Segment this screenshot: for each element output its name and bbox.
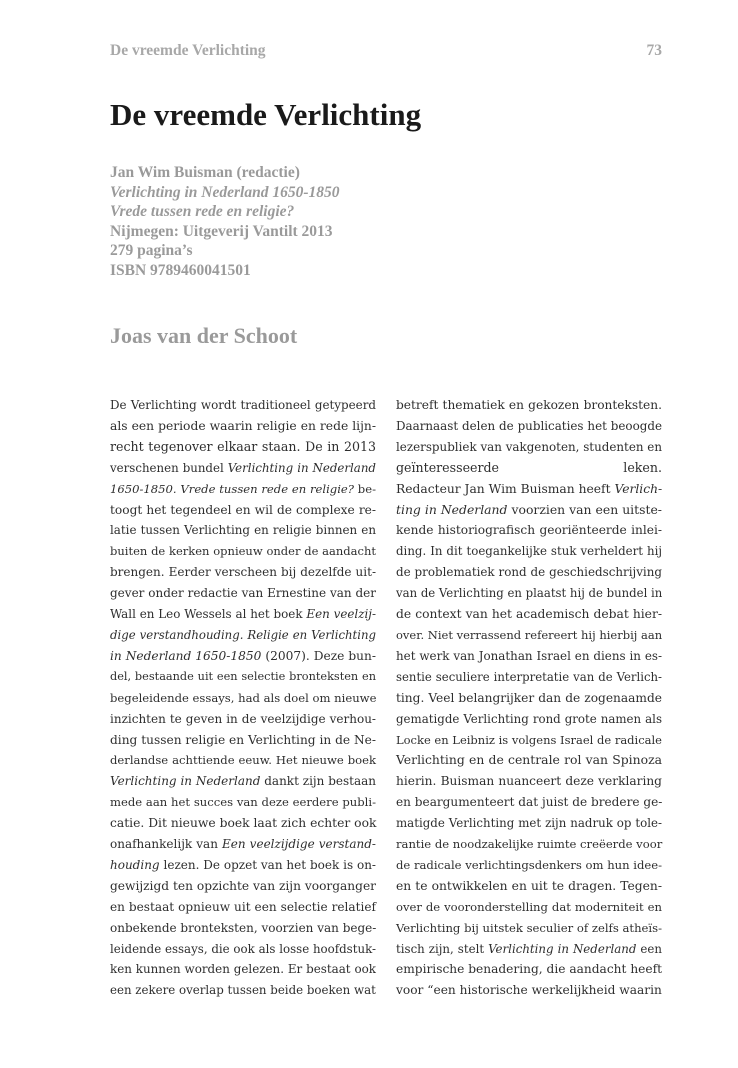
text-line xyxy=(110,395,376,416)
text-run: hierin. Buisman nuanceert deze verklaring xyxy=(396,774,662,789)
text-run: ting. Veel belangrijker dan de zogenaamde xyxy=(396,690,662,705)
text-run: tisch zijn, stelt xyxy=(396,941,489,956)
text-line xyxy=(110,876,376,897)
book-info xyxy=(110,163,340,280)
text-run: dankt zijn bestaan xyxy=(260,774,376,789)
italic-text: dige verstandhouding. Religie en Verlichting xyxy=(110,627,376,642)
text-run: en beargumenteert dat juist de bredere ge- xyxy=(396,795,663,810)
italic-text: 1650-1850. Vrede tussen rede en religie? xyxy=(110,481,354,496)
italic-text: Verlich- xyxy=(614,481,663,496)
text-run: del, bestaande uit een selectie bronteksten en xyxy=(110,669,376,683)
book-publisher: Nijmegen: Uitgeverij Vantilt 2013 xyxy=(110,222,333,240)
text-line xyxy=(110,897,376,918)
text-run: Locke en Leibniz is volgens Israel de radicale xyxy=(396,732,662,747)
text-run: voor “een historische werkelijkheid waarin xyxy=(396,983,662,998)
text-run: betreft thematiek en gekozen bronteksten. xyxy=(396,398,662,412)
text-line xyxy=(396,834,662,855)
running-head: De vreemde Verlichting xyxy=(110,42,266,59)
text-run: voorzien van een uitste- xyxy=(507,501,662,517)
text-run: verschenen bundel xyxy=(110,460,228,475)
text-line xyxy=(396,604,662,625)
text-line xyxy=(396,813,662,834)
text-run: de context van het academisch debat hier- xyxy=(396,607,662,622)
text-run: latie tussen Verlichting en religie binnen en xyxy=(110,523,376,538)
text-line xyxy=(396,918,662,939)
text-run: recht tegenover elkaar staan. De in 2013 xyxy=(110,438,376,454)
text-line xyxy=(396,730,662,751)
text-line xyxy=(110,688,376,709)
text-line xyxy=(110,437,376,458)
text-line xyxy=(110,500,376,521)
text-line xyxy=(110,834,376,855)
page-number: 73 xyxy=(646,42,662,59)
text-run: Verlichting en de centrale rol van Spinoza xyxy=(396,752,662,768)
text-line xyxy=(110,939,376,960)
text-run: over. Niet verrassend refereert hij hierbij aan xyxy=(396,627,663,642)
article-title: De vreemde Verlichting xyxy=(110,97,422,132)
text-line xyxy=(110,792,376,813)
book-isbn: ISBN 9789460041501 xyxy=(110,261,251,279)
italic-text: in Nederland 1650-1850 xyxy=(110,648,262,663)
text-line xyxy=(110,458,376,479)
text-run: toogt het tegendeel en wil de complexe re- xyxy=(110,502,376,517)
text-line xyxy=(396,688,662,709)
text-line xyxy=(396,625,662,646)
text-line xyxy=(110,667,376,688)
text-line xyxy=(396,771,662,792)
text-run: en te ontwikkelen en uit te dragen. Tegen- xyxy=(396,878,662,893)
text-run: sentie seculiere interpretatie van de Verlich- xyxy=(396,669,662,684)
text-run: Redacteur Jan Wim Buisman heeft xyxy=(396,481,615,496)
text-run: mede aan het succes van deze eerdere publi- xyxy=(110,795,376,810)
text-run: een xyxy=(636,941,662,956)
text-run: leidende essays, die ook als losse hoofdstuk- xyxy=(110,941,376,956)
text-run: gever onder redactie van Ernestine van der xyxy=(110,586,376,601)
text-run: empirische benadering, die aandacht heeft xyxy=(396,962,662,977)
text-line xyxy=(396,897,662,918)
text-run: (2007). Deze bun- xyxy=(261,648,376,663)
text-run: onbekende bronteksten, voorzien van bege- xyxy=(110,920,377,935)
text-run: het werk van Jonathan Israel en diens in es- xyxy=(396,648,662,663)
text-run: ding tussen religie en Verlichting in de Ne- xyxy=(110,732,376,747)
text-line xyxy=(110,918,376,939)
italic-text: Een veelzijdige verstand- xyxy=(222,837,376,852)
text-line xyxy=(110,959,376,980)
text-line xyxy=(396,458,662,479)
text-run: de problematiek rond de geschiedschrijving xyxy=(396,565,662,580)
italic-text: ting in Nederland xyxy=(396,501,508,517)
text-run: onafhankelijk van xyxy=(110,837,223,852)
text-line xyxy=(396,646,662,667)
text-run: kende historiografisch georiënteerde inlei- xyxy=(396,523,662,538)
text-run: ding. In dit toegankelijke stuk verheldert hij xyxy=(396,544,662,559)
text-run: gematigde Verlichting rond grote namen als xyxy=(396,711,662,726)
text-line xyxy=(396,876,662,897)
text-run: gewijzigd ten opzichte van zijn voorganger xyxy=(110,878,376,893)
text-run: geïnteresseerde leken. xyxy=(396,459,662,475)
body-column-left xyxy=(110,395,376,1001)
text-run: en bestaat opnieuw uit een selectie relatief xyxy=(110,899,376,914)
text-line xyxy=(396,959,662,980)
text-line xyxy=(396,709,662,730)
text-run: lezen. De opzet van het boek is on- xyxy=(159,857,376,872)
body-column-right xyxy=(396,395,662,1001)
text-run: lezerspubliek van vakgenoten, studenten en xyxy=(396,439,662,454)
text-run: De Verlichting wordt traditioneel getypeerd xyxy=(110,398,376,412)
text-line xyxy=(110,646,376,667)
text-line xyxy=(110,520,376,541)
article-author: Joas van der Schoot xyxy=(110,323,298,348)
text-line xyxy=(396,939,662,960)
text-run: over de vooronderstelling dat moderniteit en xyxy=(396,899,662,914)
book-pages: 279 pagina’s xyxy=(110,242,193,259)
book-editor: Jan Wim Buisman (redactie) xyxy=(110,164,300,181)
text-line xyxy=(396,541,662,562)
text-line xyxy=(110,625,376,646)
text-line xyxy=(110,604,376,625)
text-run: be- xyxy=(354,481,376,496)
text-line xyxy=(396,437,662,458)
text-line xyxy=(110,709,376,730)
text-line xyxy=(110,771,376,792)
text-line xyxy=(396,667,662,688)
text-run: Daarnaast delen de publicaties het beoogde xyxy=(396,418,662,433)
text-line xyxy=(396,855,662,876)
text-line xyxy=(396,583,662,604)
text-line xyxy=(396,980,662,1001)
italic-text: Verlichting in Nederland xyxy=(488,941,637,956)
text-line xyxy=(396,416,662,437)
italic-text: Een veelzij- xyxy=(306,607,376,622)
text-line xyxy=(110,479,376,500)
text-line xyxy=(396,479,662,500)
text-line xyxy=(396,500,662,521)
text-run: de radicale verlichtingsdenkers om hun idee- xyxy=(396,857,663,872)
text-run: begeleidende essays, had als doel om nieuwe xyxy=(110,690,377,705)
text-run: als een periode waarin religie en rede lijn- xyxy=(110,418,376,433)
text-run: catie. Dit nieuwe boek laat zich echter ook xyxy=(110,816,377,831)
text-line xyxy=(110,541,376,562)
text-run: derlandse achttiende eeuw. Het nieuwe boek xyxy=(110,753,376,768)
text-line xyxy=(110,750,376,771)
text-line xyxy=(110,583,376,604)
text-line xyxy=(396,792,662,813)
text-line xyxy=(110,416,376,437)
text-line xyxy=(396,520,662,541)
book-subtitle: Vrede tussen rede en religie? xyxy=(110,203,295,220)
italic-text: Verlichting in Nederland xyxy=(110,774,261,789)
text-run: ken kunnen worden gelezen. Er bestaat ook xyxy=(110,962,376,977)
text-line xyxy=(110,813,376,834)
text-line xyxy=(396,750,662,771)
text-line xyxy=(110,562,376,583)
text-line xyxy=(110,980,376,1001)
text-run: rantie de noodzakelijke ruimte creëerde voor xyxy=(396,837,663,852)
text-line xyxy=(396,562,662,583)
text-run: inzichten te geven in de veelzijdige verhou- xyxy=(110,711,376,726)
text-line xyxy=(396,395,662,416)
italic-text: Verlichting in Nederland xyxy=(227,460,376,475)
italic-text: houding xyxy=(110,857,160,872)
text-run: Wall en Leo Wessels al het boek xyxy=(110,607,307,622)
text-run: matigde Verlichting met zijn nadruk op tole- xyxy=(396,816,662,831)
text-run: een zekere overlap tussen beide boeken wat xyxy=(110,983,376,998)
text-run: buiten de kerken opnieuw onder de aandacht xyxy=(110,544,376,559)
text-line xyxy=(110,855,376,876)
text-run: van de Verlichting en plaatst hij de bundel in xyxy=(396,586,663,601)
text-run: brengen. Eerder verscheen bij dezelfde uit- xyxy=(110,565,376,580)
text-line xyxy=(110,730,376,751)
text-run: Verlichting bij uitstek seculier of zelfs atheïs- xyxy=(396,920,662,935)
book-title: Verlichting in Nederland 1650-1850 xyxy=(110,183,340,201)
